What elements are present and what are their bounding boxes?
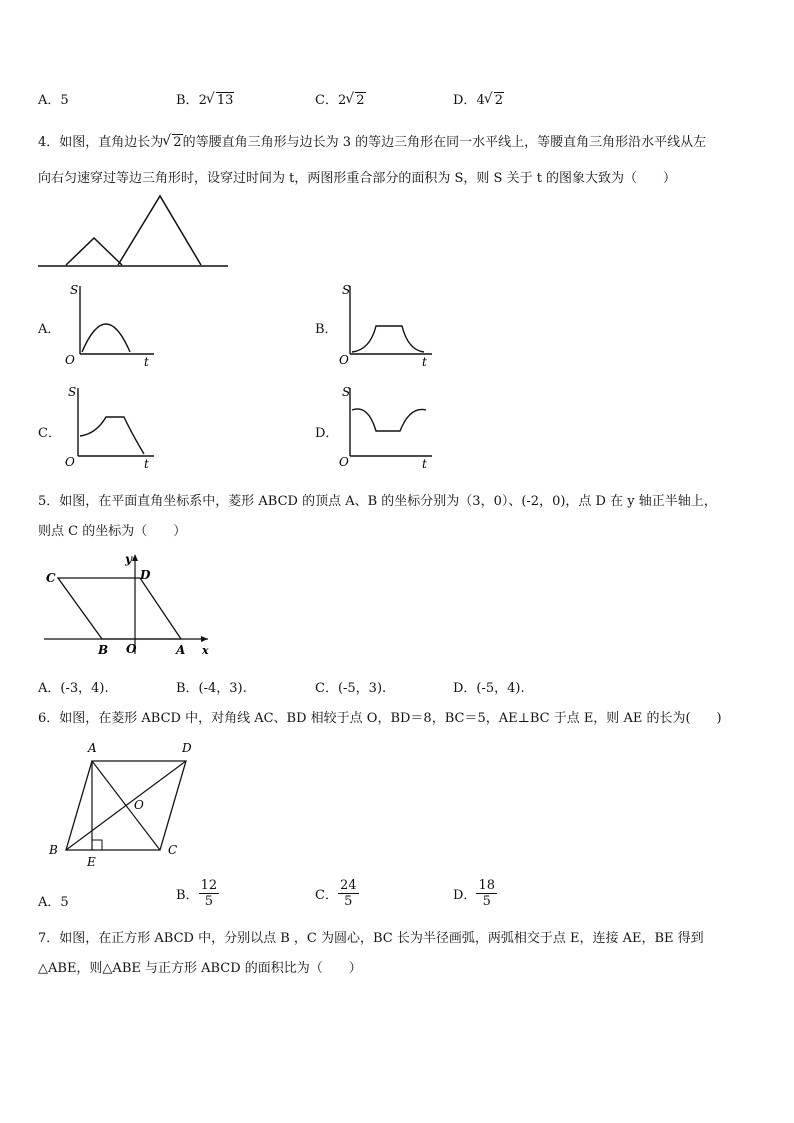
q5-text-line1: 5．如图，在平面直角坐标系中，菱形 ABCD 的顶点 A、B 的坐标分别为（3，0）、(-2，0)，点 D 在 y 轴正半轴上， [38, 494, 717, 509]
sqrt-symbol: √ 13 [207, 93, 235, 108]
svg-text:t: t [422, 457, 427, 471]
q4-option-b[interactable]: B． [315, 322, 338, 337]
q7-text-line1: 7．如图，在正方形 ABCD 中，分别以点 B ，C 为圆心，BC 长为半径画弧，两弧相交于点 E，连接 AE，BE 得到 [38, 931, 704, 946]
svg-text:O: O [65, 353, 75, 367]
svg-text:O: O [339, 455, 349, 469]
svg-text:D: D [140, 568, 151, 582]
q3-option-a[interactable]: A．5 [38, 93, 69, 108]
q4-graph-d [340, 384, 435, 472]
q6-option-a[interactable]: A．5 [38, 895, 69, 910]
q6-option-d[interactable]: D． $\frac{18}{5}$ [453, 878, 495, 909]
q5-option-b[interactable]: B．(-4，3). [176, 681, 247, 696]
fraction: $\frac{12}{5}$ [200, 878, 218, 909]
q5-text-line2: 则点 C 的坐标为（ ） [38, 524, 187, 539]
svg-text:t: t [144, 355, 149, 369]
fraction: $\frac{18}{5}$ [478, 878, 495, 909]
q4-graph-a [62, 282, 157, 370]
svg-text:O: O [126, 642, 137, 656]
sqrt-symbol: √ 2 [346, 93, 365, 108]
q4-option-d[interactable]: D． [315, 426, 339, 441]
svg-text:S: S [70, 283, 79, 297]
fraction: $\frac{24}{5}$ [339, 878, 357, 909]
q4-text-line1: 4．如图，直角边长为√ 2的等腰直角三角形与边长为 3 的等边三角形在同一水平线上，等腰直角三角形沿水平线从左 [38, 131, 706, 150]
svg-text:S: S [342, 283, 351, 297]
q5-option-d[interactable]: D．(-5，4). [453, 681, 525, 696]
svg-text:B: B [98, 643, 109, 657]
q4-option-c[interactable]: C． [38, 426, 61, 441]
q4-graph-c [62, 384, 157, 472]
svg-text:D: D [182, 741, 192, 755]
q4-text-line2: 向右匀速穿过等边三角形时，设穿过时间为 t，两图形重合部分的面积为 S，则 S 关于 t 的图象大致为（ ） [38, 171, 677, 186]
svg-text:E: E [87, 855, 96, 869]
q5-option-c[interactable]: C．(-5，3). [315, 681, 387, 696]
svg-text:A: A [176, 643, 186, 657]
svg-text:y: y [125, 552, 132, 566]
q5-figure [38, 550, 218, 662]
svg-text:B: B [49, 843, 58, 857]
q5-option-a[interactable]: A．(-3，4). [38, 681, 109, 696]
svg-text:O: O [339, 353, 349, 367]
svg-text:C: C [168, 843, 178, 857]
q6-figure [40, 735, 210, 875]
q7-text-line2: △ABE，则△ABE 与正方形 ABCD 的面积比为（ ） [38, 961, 362, 976]
sqrt-symbol: √ 2 [163, 135, 182, 150]
svg-text:O: O [65, 455, 75, 469]
svg-text:O: O [134, 798, 144, 812]
q6-option-c[interactable]: C． $\frac{24}{5}$ [315, 878, 357, 909]
svg-text:C: C [46, 571, 56, 585]
sqrt-symbol: √ 2 [485, 93, 504, 108]
q4-graph-b [340, 282, 435, 370]
q3-option-c[interactable]: C．2√ 2 [315, 89, 366, 108]
q4-figure [36, 192, 231, 272]
svg-text:S: S [68, 385, 77, 399]
svg-text:t: t [422, 355, 427, 369]
q3-option-b[interactable]: B．2√ 13 [176, 89, 234, 108]
q4-option-a[interactable]: A． [38, 322, 61, 337]
svg-text:x: x [202, 644, 209, 657]
q3-option-d[interactable]: D．4√ 2 [453, 89, 504, 108]
svg-text:t: t [144, 457, 149, 471]
svg-text:A: A [88, 741, 97, 755]
svg-text:S: S [342, 385, 351, 399]
q6-option-b[interactable]: B． $\frac{12}{5}$ [176, 878, 218, 909]
q6-text-line1: 6．如图，在菱形 ABCD 中，对角线 AC、BD 相较于点 O，BD＝8，BC＝5，AE⊥BC 于点 E，则 AE 的长为( ) [38, 711, 722, 726]
